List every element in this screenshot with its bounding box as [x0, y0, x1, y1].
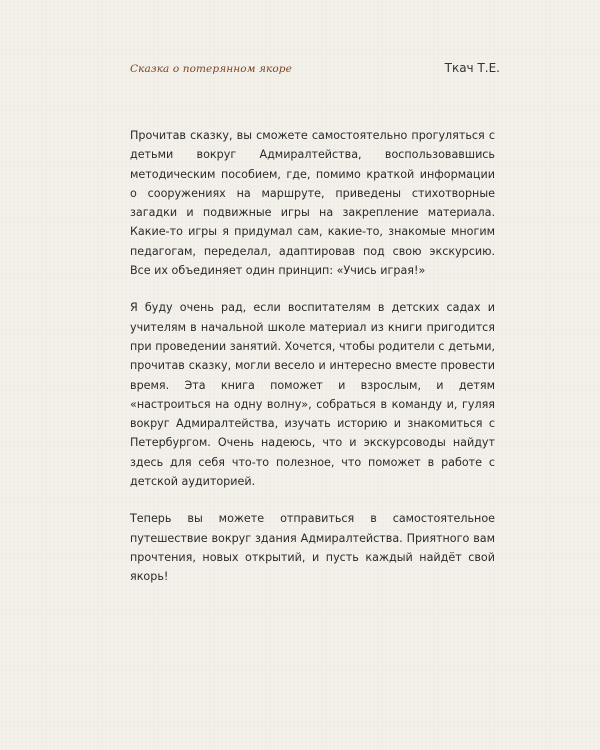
- running-header-title: Сказка о потерянном якоре: [130, 63, 292, 75]
- paragraph: Теперь вы можете отправиться в самостоятельное путешествие вокруг здания Адмиралтейства. Приятного вам прочтения, новых открытий, и пусть каждый найдёт свой якорь!: [130, 512, 495, 584]
- running-header-author: Ткач Т.Е.: [444, 61, 500, 75]
- paragraph: Я буду очень рад, если воспитателям в детских садах и учителям в начальной школе материал из книги пригодится при проведении занятий. Хочется, чтобы родители с детьми, прочитав сказку, могли весело и интересно вместе провести время. Эта книга поможет и взрослым, и детям «настроиться на одну волну», собраться в команду и, гуляя вокруг Адмиралтейства, изучать историю и знакомиться с Петербургом. Очень надеюсь, что и экскурсоводы найдут здесь для себя что-то полезное, что поможет в работе с детской аудиторией.: [130, 301, 495, 489]
- body-text: [130, 126, 495, 605]
- paragraph: Прочитав сказку, вы сможете самостоятельно прогуляться с детьми вокруг Адмиралтейства, воспользовавшись методическим пособием, где, помимо краткой информации о сооружениях на маршруте, приведены стихотворные загадки и подвижные игры на закрепление материала. Какие-то игры я придумал сам, какие-то, знакомые многим педагогам, переделал, адаптировав под свою экскурсию. Все их объединяет один принцип: «Учись играя!»: [130, 129, 495, 278]
